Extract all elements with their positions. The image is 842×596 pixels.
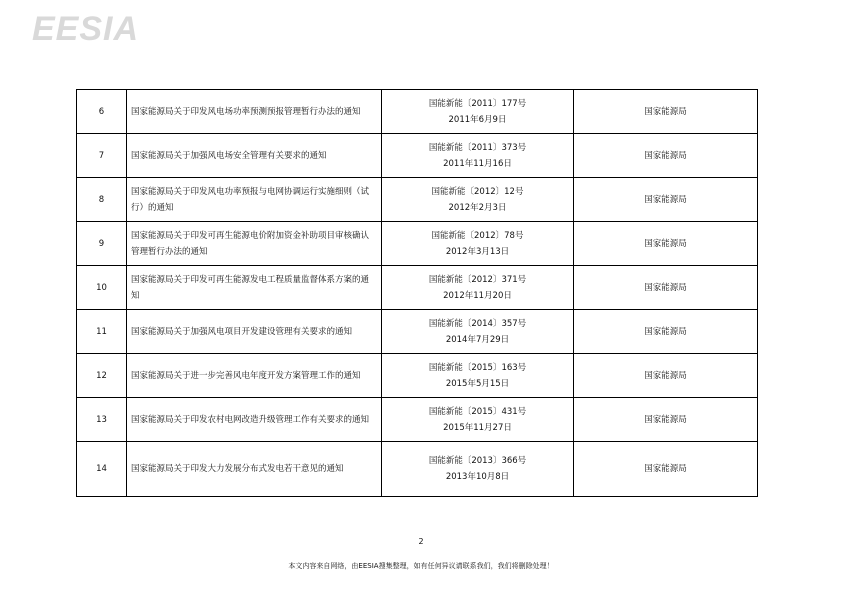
- page-number: 2: [418, 537, 424, 546]
- row-number: 11: [77, 310, 127, 354]
- issuing-agency: 国家能源局: [574, 442, 758, 497]
- issuing-agency: 国家能源局: [574, 398, 758, 442]
- document-title: 国家能源局关于印发可再生能源发电工程质量监督体系方案的通知: [127, 266, 382, 310]
- eesia-logo: EESIA: [32, 10, 140, 48]
- issue-date: 2012年3月13日: [445, 246, 510, 257]
- document-number: 国能新能〔2015〕163号: [428, 362, 527, 373]
- table-row: [77, 398, 758, 442]
- document-number: 国能新能〔2012〕371号: [428, 274, 527, 285]
- footer-notice: 本文内容来自网络，由EESIA搜集整理，如有任何异议请联系我们，我们将删除处理！: [288, 562, 554, 570]
- row-number: 8: [77, 178, 127, 222]
- document-reference: [382, 266, 574, 310]
- document-reference: [382, 178, 574, 222]
- table-row: [77, 310, 758, 354]
- table-row: [77, 442, 758, 497]
- issue-date: 2011年6月9日: [448, 114, 507, 125]
- document-number: 国能新能〔2012〕12号: [431, 186, 524, 197]
- document-title: 国家能源局关于进一步完善风电年度开发方案管理工作的通知: [127, 354, 382, 398]
- document-title: 国家能源局关于加强风电场安全管理有关要求的通知: [127, 134, 382, 178]
- table-row: [77, 178, 758, 222]
- issuing-agency: 国家能源局: [574, 90, 758, 134]
- document-reference: [382, 398, 574, 442]
- document-number: 国能新能〔2012〕78号: [431, 230, 524, 241]
- document-title: 国家能源局关于印发农村电网改造升级管理工作有关要求的通知: [127, 398, 382, 442]
- row-number: 13: [77, 398, 127, 442]
- issuing-agency: 国家能源局: [574, 266, 758, 310]
- issue-date: 2014年7月29日: [445, 334, 510, 345]
- document-title: 国家能源局关于印发可再生能源电价附加资金补助项目审核确认管理暂行办法的通知: [127, 222, 382, 266]
- issue-date: 2015年5月15日: [445, 378, 510, 389]
- issue-date: 2011年11月16日: [443, 158, 512, 169]
- issue-date: 2013年10月8日: [445, 472, 510, 482]
- table-row: [77, 134, 758, 178]
- issuing-agency: 国家能源局: [574, 134, 758, 178]
- document-reference: [382, 442, 574, 497]
- issue-date: 2012年2月3日: [448, 202, 507, 213]
- document-title: 国家能源局关于印发风电场功率预测预报管理暂行办法的通知: [127, 90, 382, 134]
- table-row: [77, 222, 758, 266]
- table-row: [77, 266, 758, 310]
- document-number: 国能新能〔2015〕431号: [428, 406, 527, 417]
- document-reference: [382, 222, 574, 266]
- row-number: 14: [77, 442, 127, 497]
- table-row: [77, 354, 758, 398]
- regulations-table: [76, 89, 758, 497]
- document-reference: [382, 134, 574, 178]
- issue-date: 2012年11月20日: [443, 290, 512, 301]
- document-reference: [382, 354, 574, 398]
- table-row: [77, 90, 758, 134]
- row-number: 10: [77, 266, 127, 310]
- issuing-agency: 国家能源局: [574, 222, 758, 266]
- issuing-agency: 国家能源局: [574, 178, 758, 222]
- document-reference: [382, 310, 574, 354]
- document-number: 国能新能〔2011〕177号: [428, 98, 527, 109]
- row-number: 7: [77, 134, 127, 178]
- issuing-agency: 国家能源局: [574, 354, 758, 398]
- document-number: 国能新能〔2013〕366号: [428, 456, 527, 466]
- row-number: 12: [77, 354, 127, 398]
- issue-date: 2015年11月27日: [443, 422, 512, 433]
- document-reference: [382, 90, 574, 134]
- issuing-agency: 国家能源局: [574, 310, 758, 354]
- row-number: 6: [77, 90, 127, 134]
- document-number: 国能新能〔2014〕357号: [428, 318, 527, 329]
- document-number: 国能新能〔2011〕373号: [428, 142, 527, 153]
- document-title: 国家能源局关于加强风电项目开发建设管理有关要求的通知: [127, 310, 382, 354]
- row-number: 9: [77, 222, 127, 266]
- document-title: 国家能源局关于印发风电功率预报与电网协调运行实施细则（试行）的通知: [127, 178, 382, 222]
- document-title: 国家能源局关于印发大力发展分布式发电若干意见的通知: [127, 442, 382, 497]
